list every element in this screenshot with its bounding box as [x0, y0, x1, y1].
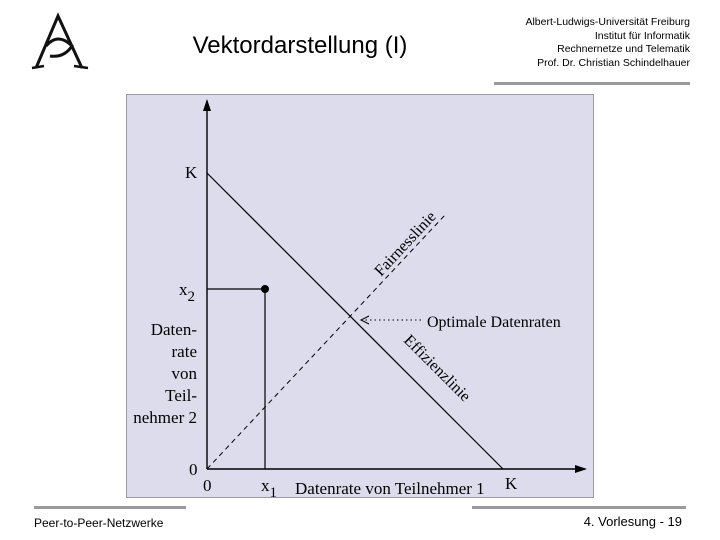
- slide-title: Vektordarstellung (I): [192, 32, 408, 59]
- y-axis-label-line: rate: [171, 342, 197, 361]
- x1-label: x1: [261, 476, 277, 497]
- y-axis-label-line: nehmer 2: [133, 408, 197, 427]
- affiliation-professor: Prof. Dr. Christian Schindelhauer: [537, 56, 690, 69]
- footer-rule-left: [34, 506, 186, 509]
- affiliation-institute: Institut für Informatik: [594, 29, 690, 42]
- x-axis-arrow-icon: [575, 465, 587, 473]
- y-axis-label-line: Teil-: [165, 386, 197, 405]
- footer-course: Peer-to-Peer-Netzwerke: [34, 516, 164, 530]
- y-capacity-label: K: [185, 163, 198, 182]
- affiliation-block: [470, 16, 690, 70]
- y-axis-label: [133, 320, 197, 427]
- optimum-label: Optimale Datenraten: [427, 314, 561, 331]
- footer-rule-right: [472, 506, 686, 509]
- origin-label: 0: [203, 476, 212, 495]
- allocation-point: [261, 285, 269, 293]
- header-rule: [494, 82, 690, 85]
- x2-label: x2: [179, 280, 195, 305]
- footer-page: 4. Vorlesung - 19: [583, 514, 682, 529]
- y-axis-label-line: Daten-: [150, 320, 197, 339]
- efficiency-label: Effizienzlinie: [400, 331, 474, 406]
- university-logo-icon: [28, 10, 90, 72]
- y-axis-label-line: von: [171, 364, 197, 383]
- x-capacity-label: K: [505, 474, 518, 493]
- vector-diagram: [126, 94, 594, 498]
- affiliation-university: Albert-Ludwigs-Universität Freiburg: [525, 16, 690, 28]
- point-guide-lines: [207, 289, 265, 469]
- y-axis-arrow-icon: [203, 99, 211, 111]
- affiliation-chair: Rechnernetze und Telematik: [557, 43, 690, 55]
- y-zero-label: 0: [189, 460, 198, 479]
- diagram-canvas: [127, 95, 593, 497]
- x-axis-label: Datenrate von Teilnehmer 1: [295, 479, 485, 497]
- fairness-label: Fairnesslinie: [371, 208, 440, 280]
